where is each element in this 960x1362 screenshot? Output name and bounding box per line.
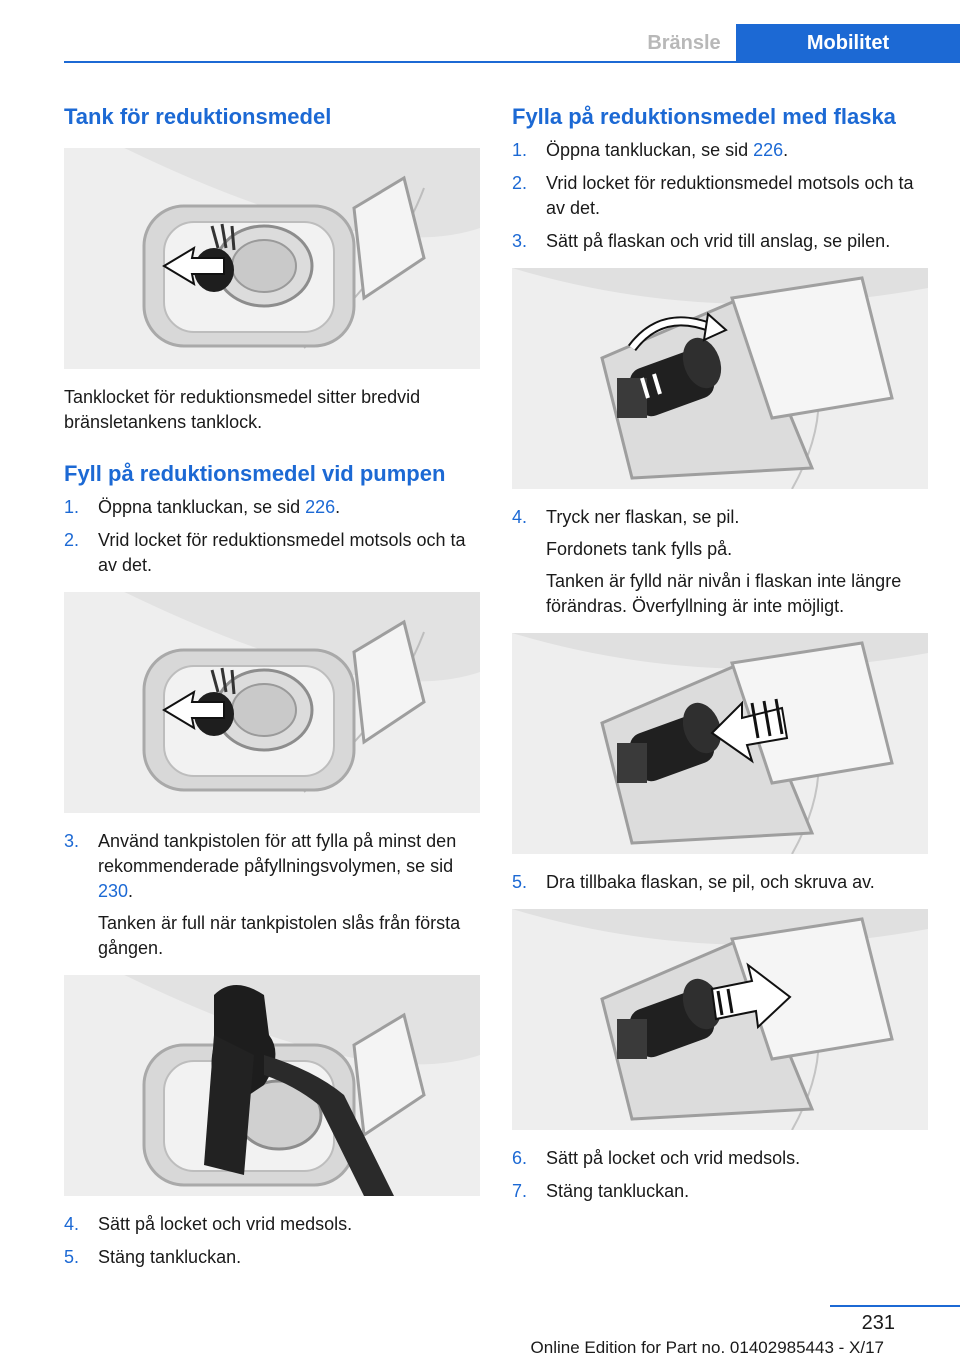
step-text: Sätt på locket och vrid medsols. xyxy=(546,1148,801,1168)
step-note: Fordonets tank fylls på. xyxy=(546,539,733,559)
list-item xyxy=(512,171,928,221)
bottle-steps-remove xyxy=(512,870,928,895)
step-text: Stäng tankluckan. xyxy=(546,1181,690,1201)
step-text: Tryck ner flaskan, se pil. xyxy=(546,507,740,527)
edition-text: Online Edition for Part no. 01402985443 - X/17 xyxy=(530,1338,884,1357)
step-number: 7. xyxy=(512,1181,528,1201)
pump-steps xyxy=(64,495,480,578)
right-column xyxy=(512,100,928,1212)
figure-press-bottle xyxy=(512,633,928,854)
step-text: Sätt på locket och vrid medsols. xyxy=(98,1214,353,1234)
step-text: Stäng tankluckan. xyxy=(98,1247,242,1267)
list-item xyxy=(64,829,480,961)
step-punct: . xyxy=(335,497,341,517)
list-item xyxy=(64,528,480,578)
step-number: 2. xyxy=(512,173,528,193)
pump-steps-final xyxy=(64,1212,480,1270)
step-text: Vrid locket för reduktionsmedel motsols och ta av det. xyxy=(546,173,914,218)
step-text: Sätt på flaskan och vrid till anslag, se pilen. xyxy=(546,231,891,251)
header-rule xyxy=(64,61,960,63)
step-number: 2. xyxy=(64,530,80,550)
bottle-steps-press xyxy=(512,505,928,619)
list-item xyxy=(512,505,928,619)
heading-fill-at-pump: Fyll på reduktionsmedel vid pumpen xyxy=(64,461,446,486)
figure-remove-cap xyxy=(64,592,480,813)
step-text: Dra tillbaka flaskan, se pil, och skruva av. xyxy=(546,872,875,892)
list-item xyxy=(64,1245,480,1270)
tab-fuel[interactable]: Bränsle xyxy=(632,24,736,62)
step-number: 4. xyxy=(64,1214,80,1234)
figure-cap-location xyxy=(64,148,480,369)
step-number: 6. xyxy=(512,1148,528,1168)
page-link[interactable]: 226 xyxy=(305,497,336,517)
figure-pump-nozzle xyxy=(64,975,480,1196)
step-number: 4. xyxy=(512,507,528,527)
step-text: Använd tankpistolen för att fylla på minst den rekommenderade påfyllningsvolymen, se sid xyxy=(98,831,457,876)
page-number: 231 xyxy=(861,1312,895,1334)
step-number: 3. xyxy=(64,831,80,851)
heading-fill-with-bottle: Fylla på reduktionsmedel med flaska xyxy=(512,104,896,129)
page-link[interactable]: 226 xyxy=(753,140,784,160)
list-item xyxy=(512,229,928,254)
step-note: Tanken är full när tankpistolen slås från första gången. xyxy=(98,913,461,958)
list-item xyxy=(64,495,480,520)
list-item xyxy=(512,1179,928,1204)
list-item xyxy=(512,870,928,895)
figure-attach-bottle xyxy=(512,268,928,489)
left-column xyxy=(64,100,480,1278)
step-number: 3. xyxy=(512,231,528,251)
intro-text: Tanklocket för reduktionsmedel sitter bredvid bränsletankens tanklock. xyxy=(64,387,421,432)
step-punct: . xyxy=(128,881,134,901)
step-number: 1. xyxy=(64,497,80,517)
figure-remove-bottle xyxy=(512,909,928,1130)
pump-steps-continued xyxy=(64,829,480,961)
step-number: 1. xyxy=(512,140,528,160)
step-punct: . xyxy=(783,140,789,160)
step-text: Vrid locket för reduktionsmedel motsols och ta av det. xyxy=(98,530,466,575)
bottle-steps xyxy=(512,138,928,254)
step-text: Öppna tankluckan, se sid xyxy=(98,497,306,517)
page-header xyxy=(0,24,960,62)
step-text: Öppna tankluckan, se sid xyxy=(546,140,754,160)
footer-rule xyxy=(830,1305,960,1307)
heading-reductant-tank: Tank för reduktionsmedel xyxy=(64,104,332,129)
list-item xyxy=(512,138,928,163)
step-note: Tanken är fylld när nivån i flaskan inte längre förändras. Överfyllning är inte möjligt. xyxy=(546,571,902,616)
step-number: 5. xyxy=(64,1247,80,1267)
bottle-steps-final xyxy=(512,1146,928,1204)
list-item xyxy=(64,1212,480,1237)
step-number: 5. xyxy=(512,872,528,892)
tab-mobility[interactable]: Mobilitet xyxy=(736,24,960,62)
list-item xyxy=(512,1146,928,1171)
page-link[interactable]: 230 xyxy=(98,881,129,901)
